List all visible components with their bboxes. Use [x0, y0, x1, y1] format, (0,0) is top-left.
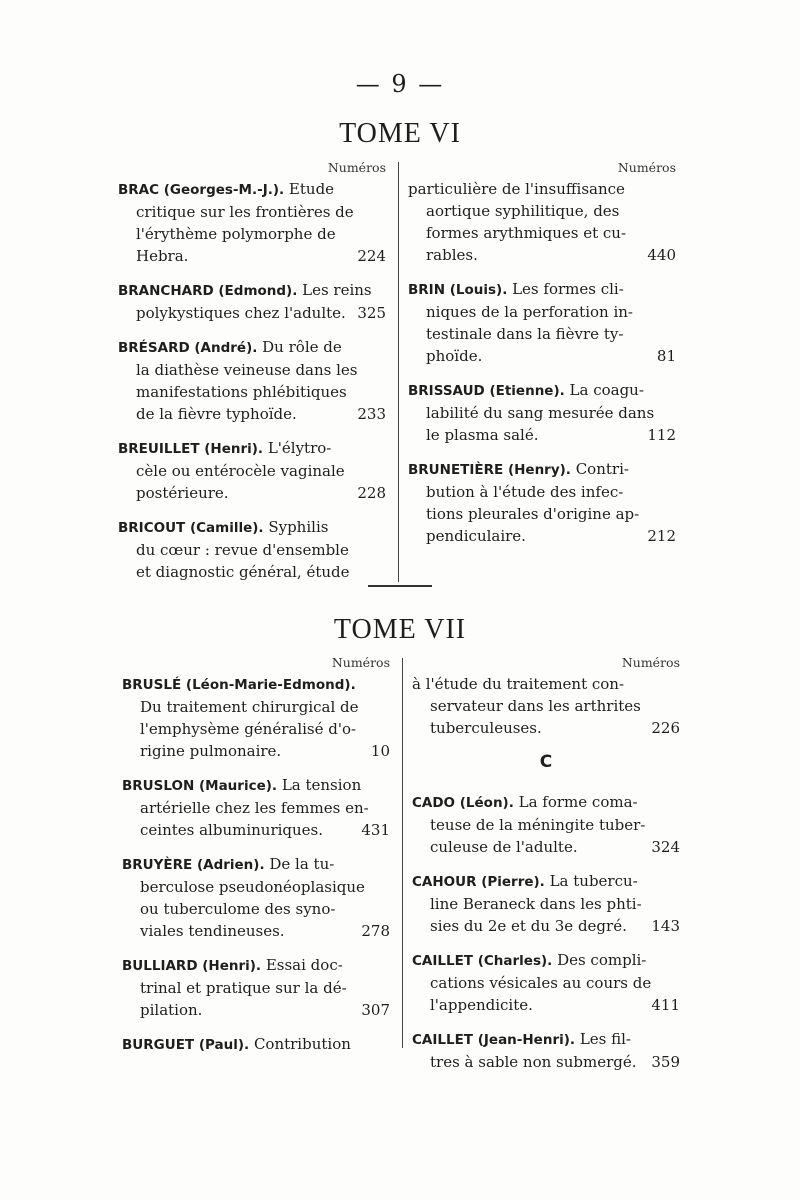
- title-text: De la tu-: [264, 855, 335, 873]
- entry-line: [122, 673, 390, 696]
- title-text: L'élytro-: [263, 439, 332, 457]
- entry-text: [136, 245, 188, 267]
- entry-line: [122, 898, 390, 920]
- section-divider: [368, 585, 432, 587]
- title-text: artérielle chez les femmes en-: [140, 799, 369, 817]
- entry-text: [122, 774, 361, 797]
- title-text: tres à sable non submergé.: [430, 1053, 637, 1071]
- entry-text: [140, 696, 359, 718]
- author-name: CAILLET (Jean-Henri).: [412, 1032, 576, 1048]
- index-entry: [408, 458, 676, 547]
- title-text: l'érythème polymorphe de: [136, 225, 336, 243]
- entry-line: [412, 915, 680, 937]
- entry-line: [118, 201, 386, 223]
- entry-line: [408, 379, 676, 402]
- title-text: aortique syphilitique, des: [426, 202, 620, 220]
- entry-text: [118, 178, 334, 201]
- entry-text: [136, 403, 297, 425]
- title-text: pendiculaire.: [426, 527, 526, 545]
- title-text: servateur dans les arthrites: [430, 697, 641, 715]
- entry-text: [408, 278, 624, 301]
- entry-number: 112: [647, 426, 676, 444]
- entry-text: [426, 222, 626, 244]
- title-text: la diathèse veineuse dans les: [136, 361, 358, 379]
- entry-text: [140, 740, 281, 762]
- title-text: polykystiques chez l'adulte.: [136, 304, 346, 322]
- entry-line: [118, 482, 386, 504]
- title-text: La tension: [277, 776, 362, 794]
- entry-text: [136, 482, 229, 504]
- author-name: BRICOUT (Camille).: [118, 520, 264, 536]
- entry-line: [408, 178, 676, 200]
- entry-text: [408, 379, 644, 402]
- entry-line: [118, 359, 386, 381]
- author-name: CAILLET (Charles).: [412, 953, 553, 969]
- author-name: BULLIARD (Henri).: [122, 958, 262, 974]
- entry-text: [122, 1033, 351, 1056]
- title-text: ou tuberculome des syno-: [140, 900, 336, 918]
- title-text: l'emphysème généralisé d'o-: [140, 720, 357, 738]
- index-entry: [412, 949, 680, 1016]
- entry-line: [408, 402, 676, 424]
- title-text: labilité du sang mesurée dans: [426, 404, 655, 422]
- title-text: line Beraneck dans les phti-: [430, 895, 642, 913]
- title-text: sies du 2e et du 3e degré.: [430, 917, 627, 935]
- entry-text: [140, 797, 369, 819]
- entry-line: [408, 200, 676, 222]
- entry-number: 278: [361, 922, 390, 940]
- index-entry: [412, 791, 680, 858]
- entry-line: [408, 244, 676, 266]
- index-entry: [412, 1028, 680, 1073]
- entry-line: [122, 954, 390, 977]
- entry-number: 325: [357, 304, 386, 322]
- column-divider: [402, 658, 403, 1048]
- entry-line: [118, 245, 386, 267]
- entry-line: [412, 673, 680, 695]
- entry-line: [122, 853, 390, 876]
- index-entry: [408, 278, 676, 367]
- author-name: BRÉSARD (André).: [118, 340, 258, 356]
- entry-line: [122, 920, 390, 942]
- entry-text: [136, 381, 347, 403]
- entry-line: [412, 836, 680, 858]
- entry-line: [412, 870, 680, 893]
- title-text: Essai doc-: [261, 956, 343, 974]
- entry-line: [122, 999, 390, 1021]
- entry-text: [140, 898, 335, 920]
- entry-text: [122, 954, 343, 977]
- index-entry: [122, 954, 390, 1021]
- col-header: Numéros: [331, 655, 390, 670]
- entry-number: 143: [651, 917, 680, 935]
- entry-text: [426, 200, 619, 222]
- entry-text: [430, 915, 627, 937]
- title-text: à l'étude du traitement con-: [412, 675, 625, 693]
- entry-line: [118, 561, 386, 583]
- title-text: Contribution: [249, 1035, 351, 1053]
- entry-line: [412, 1028, 680, 1051]
- tome-vi-right-column: [408, 160, 676, 559]
- entry-text: [140, 718, 356, 740]
- entry-text: [118, 279, 372, 302]
- entry-text: [136, 539, 349, 561]
- index-entry: [408, 178, 676, 266]
- entry-text: [136, 302, 346, 324]
- entry-line: [412, 994, 680, 1016]
- entry-line: [408, 503, 676, 525]
- entry-number: 324: [651, 838, 680, 856]
- tome-vi-title: TOME VI: [339, 118, 461, 149]
- entry-line: [118, 336, 386, 359]
- title-text: ceintes albuminuriques.: [140, 821, 324, 839]
- title-text: rables.: [426, 246, 478, 264]
- entry-line: [408, 481, 676, 503]
- section-letter: C: [539, 752, 553, 772]
- title-text: tuberculeuses.: [430, 719, 542, 737]
- title-text: Contri-: [570, 460, 629, 478]
- entry-text: [430, 972, 651, 994]
- title-text: rigine pulmonaire.: [140, 742, 282, 760]
- entry-text: [136, 561, 350, 583]
- title-text: Les formes cli-: [507, 280, 624, 298]
- entry-number: 224: [357, 247, 386, 265]
- entry-line: [408, 301, 676, 323]
- entry-text: [426, 525, 526, 547]
- entry-line: [118, 460, 386, 482]
- title-text: trinal et pratique sur la dé-: [140, 979, 347, 997]
- entry-text: [140, 819, 323, 841]
- entry-number: 431: [361, 821, 390, 839]
- entry-text: [412, 870, 638, 893]
- entry-line: [122, 1033, 390, 1056]
- title-text: et diagnostic général, étude: [136, 563, 350, 581]
- page-number: — 9 —: [355, 70, 445, 98]
- author-name: BRIN (Louis).: [408, 282, 508, 298]
- entry-text: [412, 673, 624, 695]
- entry-text: [412, 791, 638, 814]
- entry-text: [118, 336, 342, 359]
- index-entry: [118, 437, 386, 504]
- entry-line: [408, 345, 676, 367]
- title-text: phoïde.: [426, 347, 483, 365]
- entry-number: 10: [370, 742, 390, 760]
- index-entry: [122, 774, 390, 841]
- entry-number: 233: [357, 405, 386, 423]
- entry-text: [426, 481, 623, 503]
- title-text: Les fil-: [575, 1030, 631, 1048]
- index-entry: [118, 516, 386, 583]
- entry-line: [118, 279, 386, 302]
- entry-text: [136, 223, 336, 245]
- title-text: niques de la perforation in-: [426, 303, 633, 321]
- entry-line: [118, 223, 386, 245]
- author-name: BRAC (Georges-M.-J.).: [118, 182, 285, 198]
- index-entry: [122, 853, 390, 942]
- title-text: Syphilis: [263, 518, 329, 536]
- author-name: BRISSAUD (Etienne).: [408, 383, 565, 399]
- entry-line: [122, 819, 390, 841]
- entry-number: 212: [647, 527, 676, 545]
- title-text: teuse de la méningite tuber-: [430, 816, 646, 834]
- entry-text: [408, 178, 625, 200]
- entry-text: [430, 994, 533, 1016]
- entry-line: [118, 516, 386, 539]
- entry-text: [426, 503, 639, 525]
- author-name: BREUILLET (Henri).: [118, 441, 264, 457]
- title-text: critique sur les frontières de: [136, 203, 354, 221]
- entry-text: [140, 977, 347, 999]
- entry-line: [122, 977, 390, 999]
- title-text: manifestations phlébitiques: [136, 383, 347, 401]
- entry-line: [408, 222, 676, 244]
- title-text: cations vésicales au cours de: [430, 974, 652, 992]
- entry-line: [118, 302, 386, 324]
- title-text: Les reins: [297, 281, 372, 299]
- entry-text: [430, 1051, 637, 1073]
- entry-text: [426, 424, 539, 446]
- col-header: Numéros: [621, 655, 680, 670]
- author-name: BRUSLÉ (Léon-Marie-Edmond).: [122, 677, 356, 693]
- index-entry: [118, 178, 386, 267]
- title-text: formes arythmiques et cu-: [426, 224, 627, 242]
- entry-text: [430, 893, 642, 915]
- entry-line: [408, 525, 676, 547]
- entry-text: [140, 920, 285, 942]
- author-name: BRUYÈRE (Adrien).: [122, 857, 265, 873]
- entry-text: [426, 323, 623, 345]
- entry-text: [122, 673, 356, 696]
- title-text: pilation.: [140, 1001, 203, 1019]
- entry-line: [412, 949, 680, 972]
- title-text: Hebra.: [136, 247, 189, 265]
- tome-vii-right-column: [412, 655, 680, 1085]
- entry-text: [136, 460, 345, 482]
- entry-text: [430, 695, 641, 717]
- author-name: BRUSLON (Maurice).: [122, 778, 278, 794]
- col-header: Numéros: [327, 160, 386, 175]
- entry-line: [122, 696, 390, 718]
- title-text: tions pleurales d'origine ap-: [426, 505, 640, 523]
- title-text: bution à l'étude des infec-: [426, 483, 624, 501]
- title-text: l'appendicite.: [430, 996, 533, 1014]
- title-text: culeuse de l'adulte.: [430, 838, 578, 856]
- entry-text: [430, 717, 542, 739]
- entry-line: [408, 278, 676, 301]
- entry-text: [412, 949, 646, 972]
- index-entry: [412, 870, 680, 937]
- entry-number: 359: [651, 1053, 680, 1071]
- entry-text: [426, 402, 654, 424]
- title-text: berculose pseudonéoplasique: [140, 878, 365, 896]
- entry-text: [408, 458, 629, 481]
- title-text: le plasma salé.: [426, 426, 539, 444]
- index-entry: [408, 379, 676, 446]
- tome-vii-left-column: [122, 655, 390, 1068]
- entry-text: [140, 876, 365, 898]
- entry-number: 440: [647, 246, 676, 264]
- column-divider: [398, 162, 399, 582]
- entry-text: [140, 999, 202, 1021]
- title-text: particulière de l'insuffisance: [408, 180, 625, 198]
- entry-line: [412, 695, 680, 717]
- tome-vi-left-column: [118, 160, 386, 595]
- entry-number: 226: [651, 719, 680, 737]
- entry-number: 81: [656, 347, 676, 365]
- entry-line: [122, 797, 390, 819]
- entry-line: [408, 323, 676, 345]
- title-text: La forme coma-: [513, 793, 638, 811]
- entry-text: [430, 836, 578, 858]
- title-text: cèle ou entérocèle vaginale: [136, 462, 345, 480]
- title-text: de la fièvre typhoïde.: [136, 405, 297, 423]
- entry-number: 228: [357, 484, 386, 502]
- entry-text: [136, 359, 358, 381]
- entry-line: [412, 791, 680, 814]
- index-entry: [118, 279, 386, 324]
- index-entry: [122, 1033, 390, 1056]
- entry-text: [430, 814, 645, 836]
- title-text: viales tendineuses.: [140, 922, 285, 940]
- title-text: La coagu-: [564, 381, 644, 399]
- entry-text: [136, 201, 354, 223]
- entry-line: [412, 972, 680, 994]
- entry-line: [408, 458, 676, 481]
- entry-text: [122, 853, 334, 876]
- index-entry: [122, 673, 390, 762]
- author-name: BRUNETIÈRE (Henry).: [408, 462, 571, 478]
- entry-line: [412, 893, 680, 915]
- entry-line: [122, 876, 390, 898]
- title-text: Des compli-: [552, 951, 647, 969]
- tome-vii-title: TOME VII: [333, 614, 467, 645]
- author-name: CADO (Léon).: [412, 795, 514, 811]
- entry-text: [118, 516, 328, 539]
- entry-text: [118, 437, 331, 460]
- author-name: BRANCHARD (Edmond).: [118, 283, 298, 299]
- entry-text: [426, 301, 633, 323]
- title-text: postérieure.: [136, 484, 229, 502]
- entry-line: [122, 740, 390, 762]
- entry-text: [426, 345, 482, 367]
- index-entry: [118, 336, 386, 425]
- entry-line: [118, 437, 386, 460]
- entry-line: [118, 381, 386, 403]
- entry-text: [426, 244, 478, 266]
- entry-line: [412, 1051, 680, 1073]
- entry-line: [412, 814, 680, 836]
- title-text: La tubercu-: [544, 872, 638, 890]
- col-header: Numéros: [617, 160, 676, 175]
- entry-line: [118, 403, 386, 425]
- author-name: BURGUET (Paul).: [122, 1037, 250, 1053]
- title-text: du cœur : revue d'ensemble: [136, 541, 349, 559]
- index-entry: [412, 673, 680, 739]
- entry-line: [408, 424, 676, 446]
- title-text: testinale dans la fièvre ty-: [426, 325, 624, 343]
- author-name: CAHOUR (Pierre).: [412, 874, 545, 890]
- entry-text: [412, 1028, 631, 1051]
- entry-line: [122, 718, 390, 740]
- entry-line: [122, 774, 390, 797]
- title-text: Du rôle de: [257, 338, 342, 356]
- entry-number: 411: [651, 996, 680, 1014]
- title-text: Etude: [284, 180, 335, 198]
- entry-line: [412, 717, 680, 739]
- title-text: Du traitement chirurgical de: [140, 698, 359, 716]
- entry-number: 307: [361, 1001, 390, 1019]
- entry-line: [118, 178, 386, 201]
- entry-line: [118, 539, 386, 561]
